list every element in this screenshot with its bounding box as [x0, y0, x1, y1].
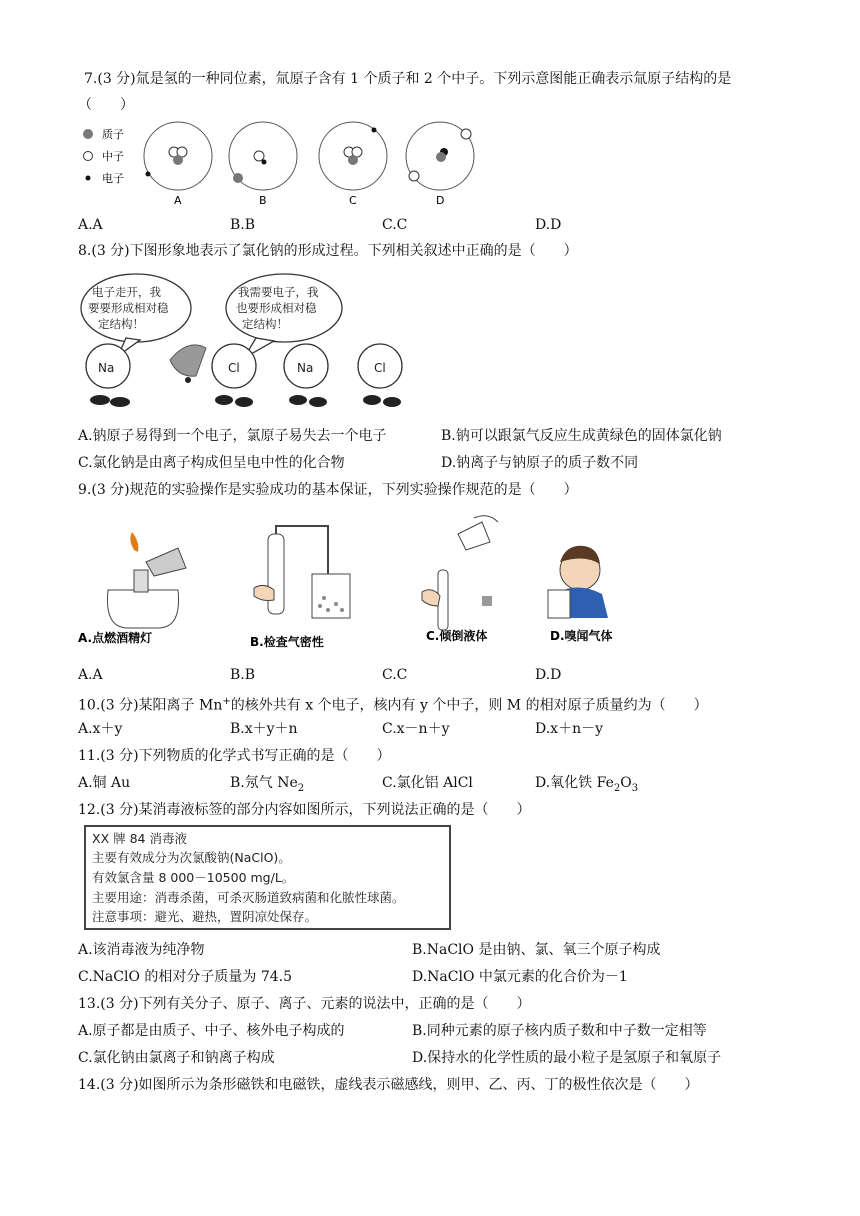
q9-option-c: C.C [382, 667, 408, 683]
atom-label-cl-1: Cl [228, 361, 240, 375]
q14-stem: 14.(3 分)如图所示为条形磁铁和电磁铁，虚线表示磁感线，则甲、乙、丙、丁的极性依次是（ ） [78, 1077, 699, 1093]
q8-option-a: A.钠原子易得到一个电子，氯原子易失去一个电子 [78, 428, 387, 444]
diagram-letter-a: A [174, 194, 182, 207]
q13-stem: 13.(3 分)下列有关分子、原子、离子、元素的说法中，正确的是（ ） [78, 996, 531, 1012]
label-line-4: 主要用途：消毒杀菌，可杀灭肠道致病菌和化脓性球菌。 [92, 890, 405, 905]
bubble-left-line3: 定结构！ [98, 317, 144, 331]
q9-option-b: B.B [230, 667, 256, 683]
caption-c: C.倾倒液体 [426, 629, 488, 643]
q9-lab-figures [78, 510, 638, 660]
q10-stem: 10.(3 分)某阳离子 Mn+的核外共有 x 个电子，核内有 y 个中子，则 M 的相对原子质量约为（ ） [78, 696, 708, 714]
q12-option-d: D.NaClO 中氯元素的化合价为－1 [412, 969, 628, 985]
q8-option-b: B.钠可以跟氯气反应生成黄绿色的固体氯化钠 [441, 428, 722, 444]
atom-diagram-a [144, 122, 212, 207]
label-line-5: 注意事项：避光、避热，置阴凉处保存。 [92, 909, 318, 924]
q7-option-c: C.C [382, 217, 408, 233]
q13-option-a: A.原子都是由质子、中子、核外电子构成的 [78, 1023, 345, 1039]
disinfectant-label [84, 825, 451, 930]
alcohol-lamp-figure [107, 532, 186, 628]
neutron-legend-dot [84, 152, 93, 161]
q11-option-d: D.氧化铁 $Fe_2O_3$ [535, 775, 639, 794]
caption-d: D.嗅闻气体 [550, 629, 613, 643]
q11-option-a: A.铜 Au [78, 775, 131, 791]
q10-option-b: B.x＋y＋n [230, 721, 298, 737]
q10-option-a: A.x＋y [78, 721, 123, 737]
smelling-gas-figure [548, 546, 608, 618]
label-line-1: XX 牌 84 消毒液 [92, 831, 187, 846]
proton-legend-dot [83, 129, 93, 139]
q11-stem: 11.(3 分)下列物质的化学式书写正确的是（ ） [78, 748, 391, 764]
q13-option-c: C.氯化钠由氯离子和钠离子构成 [78, 1050, 275, 1066]
q10-option-d: D.x＋n－y [535, 721, 603, 737]
q12-option-b: B.NaClO 是由钠、氯、氧三个原子构成 [412, 942, 661, 958]
bubble-left-line1: 电子走开，我 [92, 285, 161, 299]
q7-option-a: A.A [78, 217, 103, 233]
q13-option-b: B.同种元素的原子核内质子数和中子数一定相等 [412, 1023, 707, 1039]
airtightness-figure [254, 526, 350, 618]
legend-electron: 电子 [102, 172, 124, 185]
q12-option-c: C.NaClO 的相对分子质量为 74.5 [78, 969, 292, 985]
q8-option-c: C.氯化钠是由离子构成但呈电中性的化合物 [78, 455, 345, 471]
electron-legend-dot [86, 176, 91, 181]
diagram-letter-b: B [259, 194, 267, 207]
q10-option-c: C.x－n＋y [382, 721, 450, 737]
diagram-letter-c: C [349, 194, 357, 207]
pouring-liquid-figure [422, 516, 498, 630]
atom-label-na-1: Na [98, 361, 115, 375]
q9-option-a: A.A [78, 667, 103, 683]
atom-label-na-2: Na [297, 361, 314, 375]
diagram-letter-d: D [436, 194, 445, 207]
label-line-3: 有效氯含量 8 000－10500 mg/L。 [92, 870, 295, 885]
legend-proton: 质子 [102, 128, 124, 141]
bubble-right-line1: 我需要电子，我 [238, 285, 319, 299]
bubble-right-line3: 定结构！ [242, 317, 288, 331]
q7-atom-diagrams [78, 120, 478, 208]
q7-paren: （ ） [78, 97, 134, 113]
legend-neutron: 中子 [102, 150, 124, 163]
q9-stem: 9.(3 分)规范的实验操作是实验成功的基本保证，下列实验操作规范的是（ ） [78, 482, 578, 498]
atom-diagram-d [406, 122, 474, 207]
nacl-formation-cartoon [78, 268, 418, 413]
q8-option-d: D.钠离子与钠原子的质子数不同 [441, 455, 639, 471]
q11-option-c: C.氯化铝 AlCl [382, 775, 473, 791]
q12-option-a: A.该消毒液为纯净物 [78, 942, 205, 958]
q7-stem: 7.(3 分)氚是氢的一种同位素，氚原子含有 1 个质子和 2 个中子。下列示意图能正确表示氚原子结构的是 [84, 71, 732, 87]
q11-option-b: B.氖气 $Ne_2$ [230, 775, 305, 794]
q12-stem: 12.(3 分)某消毒液标签的部分内容如图所示，下列说法正确的是（ ） [78, 802, 531, 818]
q8-stem: 8.(3 分)下图形象地表示了氯化钠的形成过程。下列相关叙述中正确的是（ ） [78, 243, 578, 259]
caption-b: B.检查气密性 [250, 635, 324, 649]
atom-diagram-c [319, 122, 387, 207]
bubble-left-line2: 要要形成相对稳 [88, 301, 169, 315]
bubble-right-line2: 也要形成相对稳 [236, 301, 317, 315]
atom-label-cl-2: Cl [374, 361, 386, 375]
q7-option-b: B.B [230, 217, 256, 233]
q7-option-d: D.D [535, 217, 562, 233]
atom-diagram-b [229, 122, 297, 207]
q9-option-d: D.D [535, 667, 562, 683]
caption-a: A.点燃酒精灯 [78, 631, 153, 645]
label-line-2: 主要有效成分为次氯酸钠(NaClO)。 [92, 850, 291, 865]
q13-option-d: D.保持水的化学性质的最小粒子是氢原子和氧原子 [412, 1050, 722, 1066]
